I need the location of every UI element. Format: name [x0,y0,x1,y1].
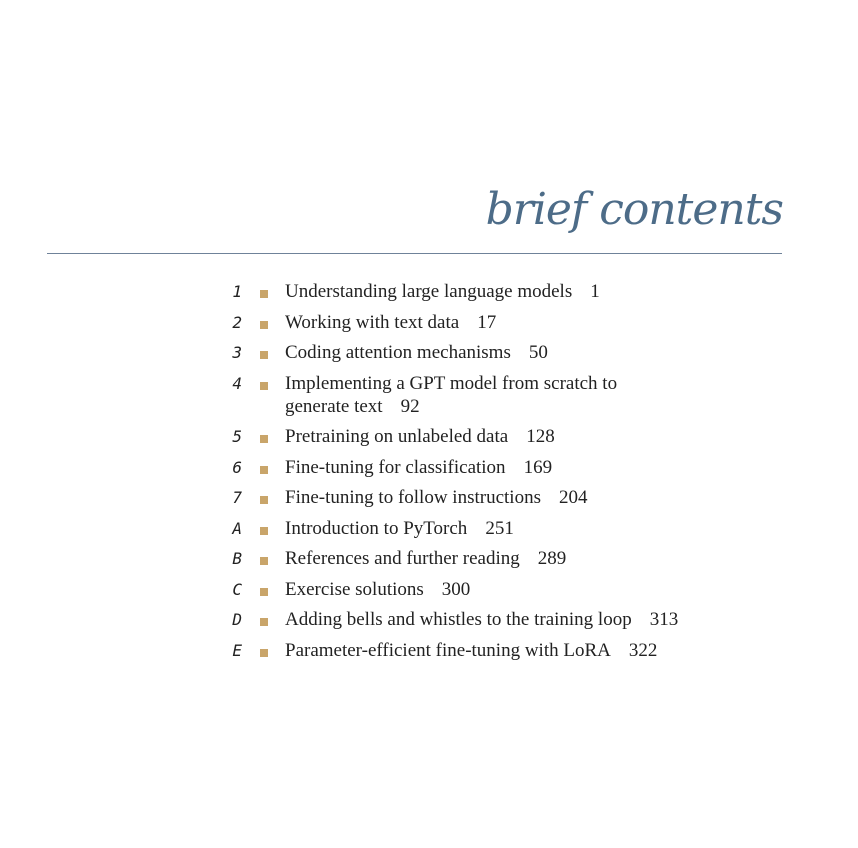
chapter-title: References and further reading [285,548,520,569]
chapter-number: 5 [232,427,242,446]
chapter-title: Parameter-efficient fine-tuning with LoRA [285,639,611,661]
chapter-number: 4 [232,373,242,393]
toc-entry[interactable] [222,486,782,509]
chapter-title: Adding bells and whistles to the training loop [285,609,632,630]
chapter-title-line [285,341,782,364]
toc-entry[interactable] [222,341,782,364]
toc-entry[interactable] [222,578,782,601]
toc-entry[interactable] [222,517,782,540]
chapter-title-line [285,372,675,418]
chapter-title: Fine-tuning for classification [285,456,506,478]
page-number: 169 [523,456,553,478]
chapter-title-line [285,547,782,570]
toc-entry[interactable] [222,311,782,334]
chapter-title: Working with text data [285,311,460,333]
chapter-title-line [285,639,782,662]
toc-entry[interactable] [222,456,782,479]
appendix-letter: D [232,610,242,629]
page-number: 50 [528,342,548,363]
bullet-square-icon [242,578,285,601]
toc-entry[interactable] [222,280,782,303]
chapter-title: Coding attention mechanisms [285,342,511,363]
chapter-title-line [285,425,782,448]
chapter-title-line [285,578,782,601]
chapter-title: Pretraining on unlabeled data [285,426,509,447]
chapter-title: Implementing a GPT model from scratch to generate text [285,372,618,417]
page-number: 1 [590,281,600,302]
chapter-title: Fine-tuning to follow instructions [285,487,541,508]
bullet-square-icon [242,280,285,303]
page-number: 128 [526,426,555,447]
page-number: 289 [537,548,567,569]
table-of-contents [222,280,782,669]
toc-entry[interactable] [222,547,782,570]
page-number: 17 [477,311,497,333]
chapter-title-line [285,311,782,334]
chapter-title-line [285,608,782,631]
bullet-square-icon [242,486,285,509]
chapter-title-line [285,486,782,509]
chapter-number: 2 [232,312,242,332]
appendix-letter: B [232,549,242,568]
appendix-letter: C [232,579,242,599]
page-number: 313 [649,609,679,630]
appendix-letter: A [232,518,242,538]
bullet-square-icon [242,456,285,479]
bullet-square-icon [242,311,285,334]
bullet-square-icon [242,372,285,395]
toc-entry[interactable] [222,372,782,418]
toc-entry[interactable] [222,425,782,448]
title-divider [47,253,782,254]
page-number: 300 [441,578,471,600]
chapter-number: 3 [232,343,242,362]
chapter-number: 7 [232,488,242,507]
page-title: brief contents [485,184,783,235]
appendix-letter: E [232,640,242,660]
chapter-title-line [285,456,782,479]
toc-entry[interactable] [222,608,782,631]
bullet-square-icon [242,639,285,662]
chapter-title: Introduction to PyTorch [285,517,468,539]
toc-entry[interactable] [222,639,782,662]
chapter-number: 1 [232,282,242,301]
page-number: 322 [628,639,658,661]
page-number: 92 [400,395,420,417]
chapter-number: 6 [232,457,242,477]
bullet-square-icon [242,341,285,364]
bullet-square-icon [242,608,285,631]
chapter-title: Understanding large language models [285,281,573,302]
bullet-square-icon [242,425,285,448]
bullet-square-icon [242,547,285,570]
chapter-title-line [285,280,782,303]
bullet-square-icon [242,517,285,540]
page-number: 204 [558,487,588,508]
chapter-title: Exercise solutions [285,578,424,600]
page-number: 251 [485,517,514,539]
chapter-title-line [285,517,782,540]
